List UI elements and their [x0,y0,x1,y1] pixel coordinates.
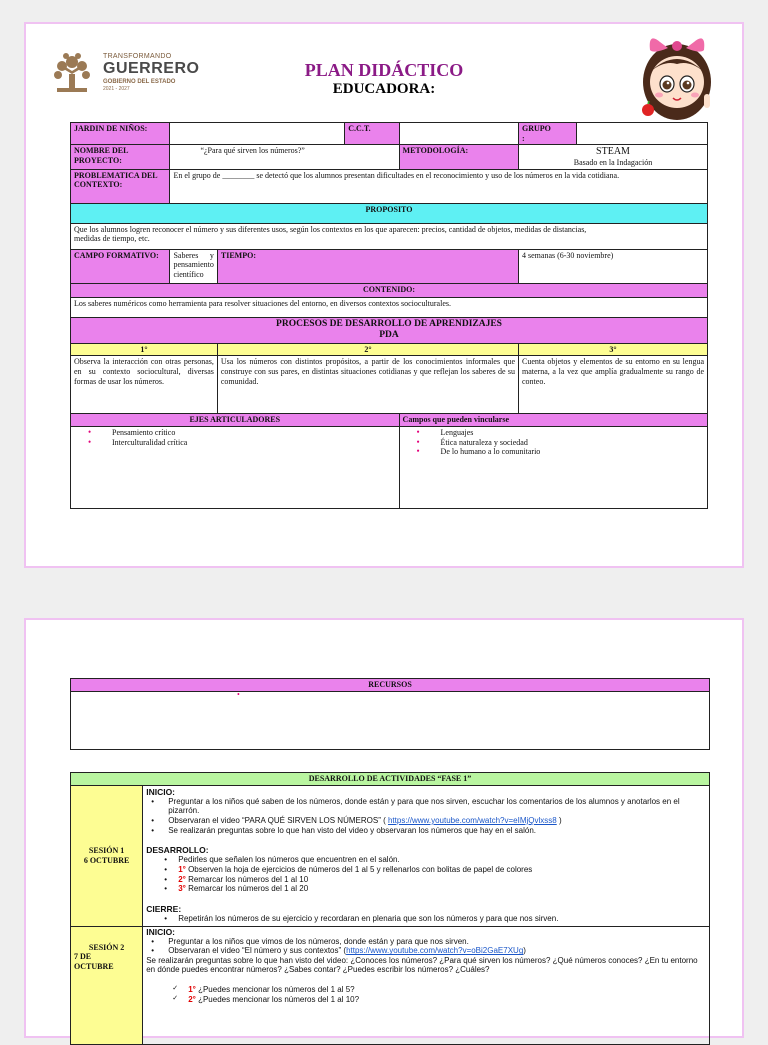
page-subtitle: EDUCADORA: [332,81,436,97]
procesos-header: PROCESOS DE DESARROLLO DE APRENDIZAJES PDA [71,317,708,343]
grupo-value[interactable] [577,123,708,145]
cct-value[interactable] [399,123,518,145]
ejes-list [71,426,400,508]
campo-label: CAMPO FORMATIVO: [71,249,170,283]
page-2 [24,618,744,1038]
video-link-2[interactable]: https://www.youtube.com/watch?v=oBi2GaE7XUg [346,946,524,956]
campo-item: • Ética naturaleza y sociedad [417,438,704,448]
video-link-1[interactable]: https://www.youtube.com/watch?v=eIMjQvlxss8 [387,815,557,825]
recursos-header: RECURSOS [71,679,710,692]
campo-item: • Lenguajes [417,428,704,438]
sesion-1-label: SESIÓN 1 6 OCTUBRE [71,785,143,926]
nombre-label: NOMBRE DEL PROYECTO: [71,145,170,170]
jardin-value[interactable] [170,123,345,145]
tiempo-value: 4 semanas (6-30 noviembre) [519,249,708,283]
sesion-2-label: SESIÓN 2 7 DE OCTUBRE [71,926,143,1045]
tiempo-label: TIEMPO: [217,249,518,283]
jardin-label: JARDIN DE NIÑOS: [71,123,170,145]
logo-line4: 2021 - 2027 [103,86,130,92]
metodologia-label: METODOLOGÍA: [399,145,518,170]
cct-label: C.C.T. [345,123,399,145]
logo-line1: TRANSFORMANDO [103,53,172,60]
campo-item: • De lo humano a lo comunitario [417,447,704,457]
sesion-2-content: INICIO: • Preguntar a los niños que vimos de los números, donde están y para que nos sirven. • Observaran el video “El número y sus contextos” (https://www.youtube.com/watch?v=oBi2GaE7XUg) Se realizarán preguntas sobre lo que han visto del video: ¿Conoces los números? ¿Para qué sirven los números? ¿Qué números conoces? ¿En tu entorno en dónde puedes encontrar números? ¿Sabes contar? ¿Puedes escribir los números? ¿Cuáles? ✓ 1° ¿Puedes mencionar los números del 1 al 5? ✓ 2° ¿Puedes mencionar los números del 1 al 10? [143,926,710,1045]
metodologia-value: STEAM Basado en la Indagación [519,145,708,170]
proposito-value: Que los alumnos logren reconocer el número y sus diferentes usos, según los contextos en los que aparecen: precios, cantidad de objetos, medidas de distancias, medidas de tiempo, etc. [71,223,708,249]
pda-1: Observa la interacción con otras personas, en su contexto sociocultural, diversas formas de usar los números. [71,356,218,414]
sesion-1-content: INICIO: • Preguntar a los niños qué saben de los números, donde están y para que nos sirven, escuchar los comentarios de los alumnos y anotarlos en el pizarrón. • Observaran el video “PARA QUÉ SIRVEN LOS NÚMEROS” ( https://www.youtube.com/watch?v=eIMjQvlxss8 ) • Se realizarán preguntas sobre lo que han visto del video y observaran los números que hay en el salón. DESARROLLO: • Pedirles que señalen los números que encuentren en el salón. • 1° Observen la hoja de ejercicios de números del 1 al 5 y rellenarlos con bolitas de papel de colores • 2° Remarcar los números del 1 al 10 • 3° Remarcar los números del 1 al 20 CIERRE: • Repetirán los números de su ejercicio y recordaran en plenaria que son los números y para que nos sirven. [143,785,710,926]
logo-line3: GOBIERNO DEL ESTADO [103,79,176,85]
pda-2: Usa los números con distintos propósitos, a partir de los conocimientos informales que construye con sus pares, en distintas situaciones cotidianas y que reflejan los saberes de su comunidad. [217,356,518,414]
desarrollo-header: DESARROLLO DE ACTIVIDADES “FASE 1” [71,773,710,786]
nombre-value: “¿Para qué sirven los números?” [170,145,399,170]
proposito-header: PROPOSITO [71,203,708,223]
problematica-value: En el grupo de ________ se detectó que los alumnos presentan dificultades en el reconocimiento y uso de los números en la vida cotidiana. [170,169,708,203]
problematica-label: PROBLEMATICA DEL CONTEXTO: [71,169,170,203]
recursos-body: • [71,691,710,749]
grade-1-header: 1° [71,343,218,356]
logo-line2: GUERRERO [103,60,200,77]
grade-3-header: 3° [519,343,708,356]
campos-header: Campos que pueden vincularse [399,414,707,427]
cartoon-girl-icon [638,32,716,124]
recursos-table [70,678,710,750]
page-1 [24,22,744,568]
campos-list [399,426,707,508]
page-title: PLAN DIDÁCTICO [304,60,464,80]
ejes-header: EJES ARTICULADORES [71,414,400,427]
eje-item: • Pensamiento crítico [88,428,396,438]
contenido-header: CONTENIDO: [71,283,708,297]
grade-2-header: 2° [217,343,518,356]
campo-value: Saberes y pensamiento científico [170,249,217,283]
desarrollo-table [70,772,710,1045]
contenido-value: Los saberes numéricos como herramienta para resolver situaciones del entorno, en diversos contextos socioculturales. [71,297,708,317]
grupo-label: GRUPO : [519,123,577,145]
info-table [70,122,708,509]
pda-3: Cuenta objetos y elementos de su entorno en su lengua materna, a la vez que amplía gradualmente su rango de conteo. [519,356,708,414]
eje-item: • Interculturalidad crítica [88,438,396,448]
